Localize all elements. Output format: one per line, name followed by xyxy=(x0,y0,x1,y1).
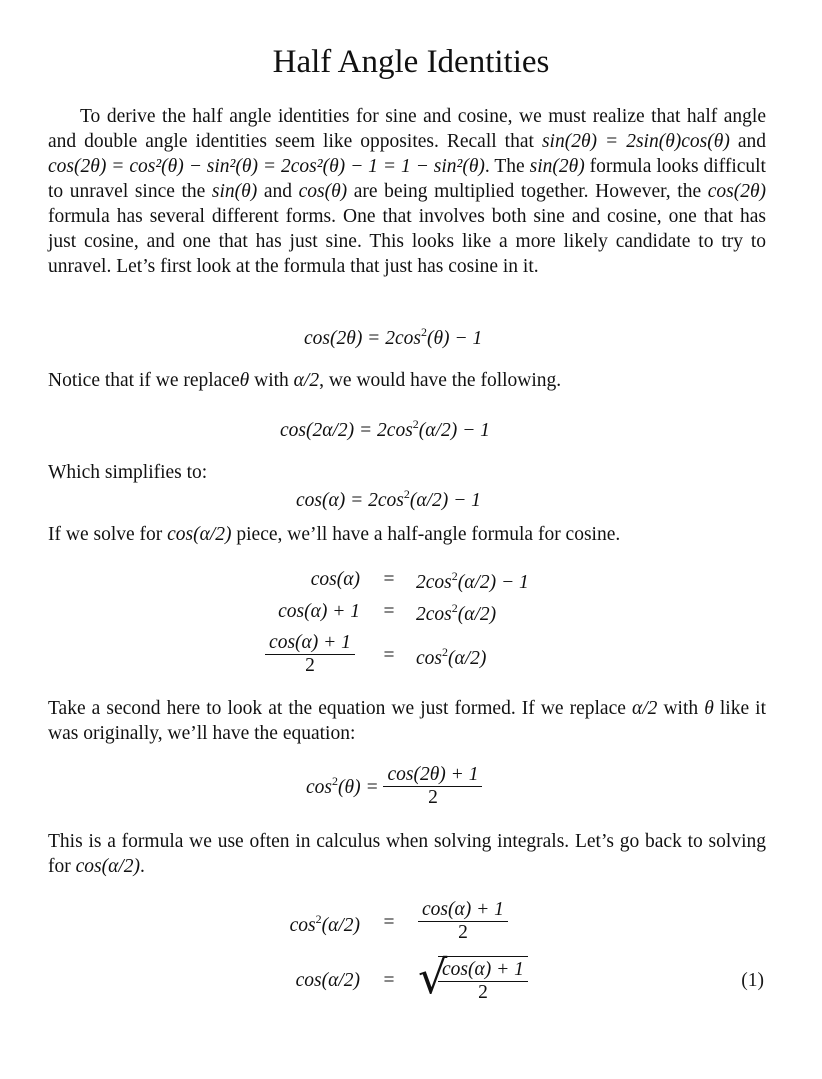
eq-part: (α/2) − 1 xyxy=(457,572,529,593)
intro-text: and xyxy=(729,131,766,152)
eq-part: cos(α) xyxy=(310,569,360,590)
text: . xyxy=(140,856,145,877)
page-title: Half Angle Identities xyxy=(272,44,550,80)
math-inline: θ xyxy=(704,698,714,719)
fraction xyxy=(418,899,508,944)
eq-sup: 2 xyxy=(420,325,427,339)
equals-sign: = xyxy=(383,970,395,991)
eq-sup: 2 xyxy=(332,774,338,788)
equals-sign: = xyxy=(383,569,395,590)
math-inline: sin(2θ) = 2sin(θ)cos(θ) xyxy=(541,131,730,152)
eq-part: cos xyxy=(416,648,442,669)
intro-text: . The xyxy=(484,156,530,177)
text: This is a formula we use often in calculus when solving integrals. Let’s go back to solving for xyxy=(48,831,766,877)
eq-sup: 2 xyxy=(315,912,322,926)
intro-paragraph xyxy=(48,104,766,279)
intro-text: formula has several different forms. One that involves both sine and cosine, one that has just cosine, and one that has just sine. This looks like a more likely candidate to try to unravel. Let’s first look at the formula that just has cosine in it. xyxy=(48,206,766,277)
simplifies-line: Which simplifies to: xyxy=(48,462,208,483)
eq-part: cos xyxy=(289,915,316,936)
eq-part: (α/2) − 1 xyxy=(418,420,490,441)
text: with xyxy=(657,698,705,719)
equation-1 xyxy=(304,325,482,350)
eq-part: (θ) − 1 xyxy=(426,328,483,349)
fraction xyxy=(438,959,528,1004)
eq-part: (θ) = xyxy=(338,777,379,798)
math-inline: θ xyxy=(239,370,250,391)
intro-text: and xyxy=(257,181,299,202)
intro-text: formula looks difficult to unravel since the xyxy=(48,156,766,202)
eq-part: (α/2) xyxy=(457,604,497,625)
eq-part: cos(α/2) xyxy=(295,970,360,991)
eq-part: (α/2) xyxy=(321,915,360,936)
math-inline: cos(2θ) = cos²(θ) − sin²(θ) = 2cos²(θ) − 1 = 1 − sin²(θ) xyxy=(48,156,485,177)
align1-row2-lhs xyxy=(220,601,360,623)
align1-row3-lhs xyxy=(258,632,362,677)
eq-part: 2cos xyxy=(416,572,452,593)
equals-sign: = xyxy=(383,601,395,622)
math-inline: cos(α/2) xyxy=(167,524,232,545)
fraction xyxy=(383,764,482,809)
text: piece, we’ll have a half-angle formula for cosine. xyxy=(231,524,621,545)
square-root xyxy=(418,950,528,1004)
align1-row1-rhs xyxy=(416,569,529,594)
text: , we would have the following. xyxy=(319,370,562,391)
align1-row3-rhs xyxy=(416,645,486,670)
text: with xyxy=(249,370,294,391)
eq-part: (α/2) − 1 xyxy=(409,490,481,511)
equation-4 xyxy=(306,764,482,809)
numerator: cos(2θ) + 1 xyxy=(383,764,482,787)
text: like it was originally, we’ll have the equation: xyxy=(48,698,767,744)
align1-row2-rhs xyxy=(416,601,496,626)
intro-text: To derive the half angle identities for sine and cosine, we must realize that half angle and double angle identities seem like opposites. Recall that xyxy=(48,106,766,152)
calculus-paragraph xyxy=(48,829,766,879)
math-inline: α/2 xyxy=(631,698,658,719)
fraction xyxy=(265,632,355,677)
numerator: cos(α) + 1 xyxy=(438,959,528,982)
equals-sign: = xyxy=(383,912,395,933)
radical-sign-icon: √ xyxy=(418,950,448,1004)
denominator: 2 xyxy=(428,787,438,808)
align2-row1-lhs xyxy=(220,912,360,937)
take-second-paragraph xyxy=(48,696,766,746)
solve-line xyxy=(48,524,620,546)
eq-sup: 2 xyxy=(403,487,410,501)
align2-row2-rhs xyxy=(418,950,528,1004)
denominator: 2 xyxy=(458,922,468,943)
math-inline: cos(2θ) xyxy=(707,181,767,202)
math-inline: sin(θ) xyxy=(211,181,258,202)
math-inline: α/2 xyxy=(293,370,320,391)
text: Take a second here to look at the equation we just formed. If we replace xyxy=(48,698,632,719)
equation-3 xyxy=(296,487,481,512)
intro-text: are being multiplied together. However, the xyxy=(347,181,708,202)
equals-sign: = xyxy=(383,645,395,666)
eq-part: 2cos xyxy=(416,604,452,625)
eq-sup: 2 xyxy=(412,417,419,431)
eq-part: cos(2θ) = 2cos xyxy=(304,328,421,349)
align2-row2-lhs xyxy=(220,970,360,992)
numerator: cos(α) + 1 xyxy=(265,632,355,655)
numerator: cos(α) + 1 xyxy=(418,899,508,922)
math-inline: sin(2θ) xyxy=(529,156,585,177)
eq-sup: 2 xyxy=(451,601,458,615)
eq-part: cos(2α/2) = 2cos xyxy=(280,420,413,441)
math-inline: cos(θ) xyxy=(298,181,348,202)
math-inline: cos(α/2) xyxy=(75,856,141,877)
denominator: 2 xyxy=(305,655,315,676)
eq-part: cos(α) + 1 xyxy=(278,601,360,622)
equation-number: (1) xyxy=(741,970,764,991)
eq-sup: 2 xyxy=(451,569,458,583)
denominator: 2 xyxy=(478,982,488,1003)
equation-2 xyxy=(280,417,490,442)
align2-row1-rhs xyxy=(418,899,508,944)
eq-part: cos xyxy=(306,777,332,798)
eq-sup: 2 xyxy=(442,645,448,659)
text: Notice that if we replace xyxy=(48,370,240,391)
notice-line xyxy=(48,370,561,392)
text: If we solve for xyxy=(48,524,168,545)
eq-part: (α/2) xyxy=(448,648,487,669)
eq-part: cos(α) = 2cos xyxy=(296,490,404,511)
align1-row1-lhs xyxy=(220,569,360,591)
